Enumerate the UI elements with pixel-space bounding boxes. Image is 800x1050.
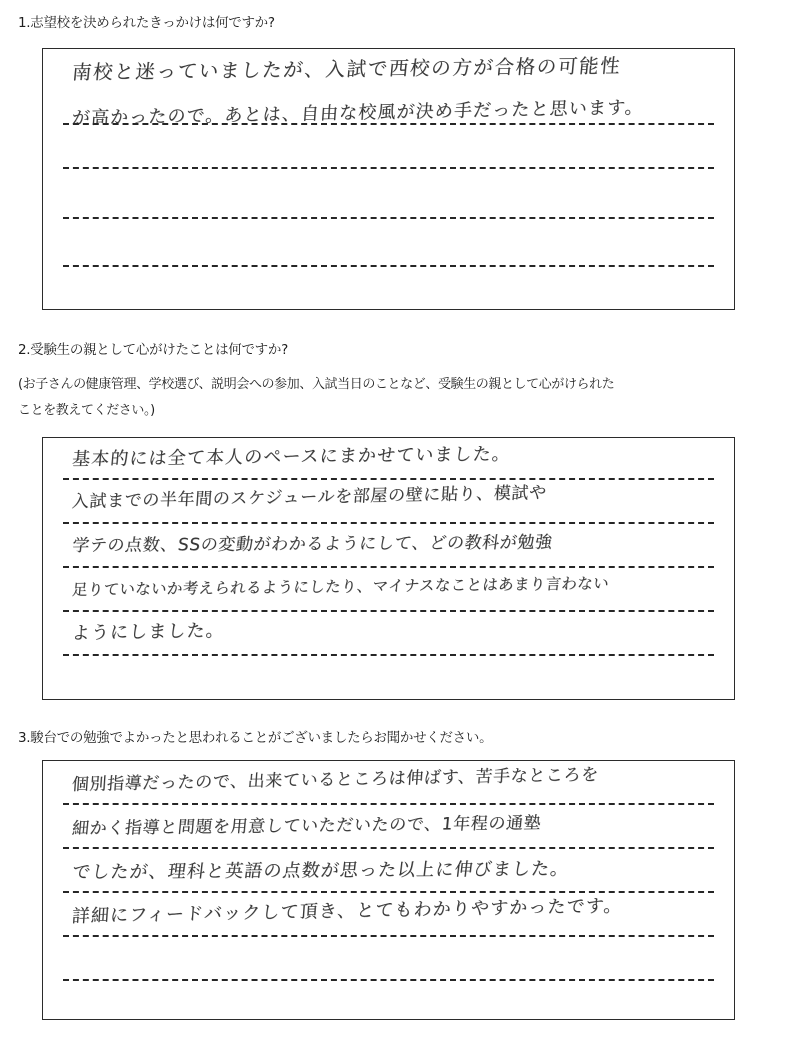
handwriting-3 xyxy=(43,761,734,1019)
answer-box-2[interactable] xyxy=(42,437,735,700)
handwritten-line: 基本的には全て本人のペースにまかせていました。 xyxy=(71,443,512,470)
handwriting-1 xyxy=(43,49,734,309)
handwritten-line: ようにしました。 xyxy=(71,620,226,644)
question-2-sub-line-1: (お子さんの健康管理、学校選び、説明会への参加、入試当日のことなど、受験生の親として心がけられた xyxy=(18,377,615,392)
question-2-sub-line-2: ことを教えてください。) xyxy=(18,403,155,418)
handwritten-line: 学テの点数、SSの変動がわかるようにして、どの教科が勉強 xyxy=(71,532,554,556)
handwritten-line: 足りていないか考えられるようにしたり、マイナスなことはあまり言わない xyxy=(71,574,610,600)
handwritten-line: でしたが、理科と英語の点数が思った以上に伸びました。 xyxy=(71,858,571,883)
handwritten-line: 詳細にフィードバックして頂き、とてもわかりやすかったです。 xyxy=(71,895,624,927)
handwritten-line: 南校と迷っていましたが、入試で西校の方が合格の可能性 xyxy=(70,54,623,84)
handwritten-line: 入試までの半年間のスケジュールを部屋の壁に貼り、模試や xyxy=(71,482,548,512)
question-1-label: 1.志望校を決められたきっかけは何ですか? xyxy=(18,15,275,31)
answer-box-3[interactable] xyxy=(42,760,735,1020)
handwriting-2 xyxy=(43,438,734,699)
handwritten-line: が高かったので。あとは、自由な校風が決め手だったと思います。 xyxy=(71,97,645,129)
question-2-label: 2.受験生の親として心がけたことは何ですか? xyxy=(18,342,288,358)
question-3-label: 3.駿台での勉強でよかったと思われることがございましたらお聞かせください。 xyxy=(18,730,493,746)
handwritten-line: 細かく指導と問題を用意していただいたので、1年程の通塾 xyxy=(71,813,543,839)
answer-box-1[interactable] xyxy=(42,48,735,310)
handwritten-line: 個別指導だったので、出来ているところは伸ばす、苦手なところを xyxy=(71,764,600,795)
